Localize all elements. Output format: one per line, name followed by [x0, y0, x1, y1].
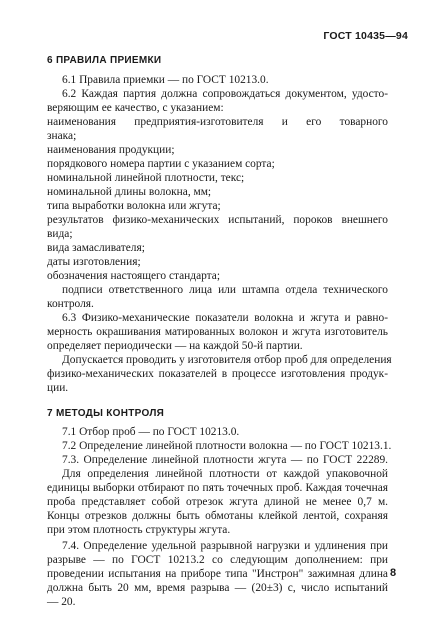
text-line: наименования продукции; [47, 144, 175, 156]
section-6-heading: 6 ПРАВИЛА ПРИЕМКИ [47, 55, 162, 66]
text-line: проведении испытания на приборе типа "Инстрон" зажимная длина [47, 568, 388, 580]
text-line: типа выработки волокна или жгута; [47, 200, 221, 212]
text-line: Концы отрезков должны быть обмотаны клейкой лентой, сохраняя [47, 510, 388, 522]
text-line: физико-механических показателей в процессе изготовления продук- [47, 368, 388, 380]
text-line: порядкового номера партии с указанием сорта; [47, 158, 275, 170]
text-line: даты изготовления; [47, 256, 141, 268]
text-line: ции. [47, 382, 69, 394]
text-line: 7.1 Отбор проб — по ГОСТ 10213.0. [62, 426, 240, 438]
text-line: номинальной линейной плотности, текс; [47, 172, 245, 184]
text-line: мерность окрашивания матированных волокон и жгута изготовитель [47, 326, 388, 338]
text-line: веряющим ее качество, с указанием: [47, 102, 224, 114]
standard-header: ГОСТ 10435—94 [323, 30, 408, 42]
text-line: проба представляет собой отрезок жгута длиной не менее 0,7 м. [47, 496, 388, 508]
text-line: подписи ответственного лица или штампа отдела технического [62, 284, 388, 296]
text-line: знака; [47, 130, 77, 142]
text-line: при этом плотность структуры жгута. [47, 524, 231, 536]
text-line: 6.2 Каждая партия должна сопровождаться документом, удосто- [62, 88, 388, 100]
text-line: определяет периодически — на каждой 50-й партии. [47, 340, 303, 352]
text-line: номинальной длины волокна, мм; [47, 186, 212, 198]
text-line: контроля. [47, 298, 94, 310]
text-line: — 20. [47, 596, 76, 608]
text-line: 6.1 Правила приемки — по ГОСТ 10213.0. [62, 74, 269, 86]
text-line: 7.3. Определение линейной плотности жгута — по ГОСТ 22289. [62, 454, 388, 466]
page-number: 8 [390, 567, 397, 579]
text-line: единицы выборки отбирают по пять точечных проб. Каждая точечная [47, 482, 388, 494]
text-line: 7.4. Определение удельной разрывной нагрузки и удлинения при [62, 540, 388, 552]
text-line: Допускается проводить у изготовителя отбор проб для определения [62, 354, 392, 366]
text-line: наименования предприятия-изготовителя и его товарного [47, 116, 388, 128]
text-line: обозначения настоящего стандарта; [47, 270, 221, 282]
text-line: 7.2 Определение линейной плотности волокна — по ГОСТ 10213.1. [62, 440, 392, 452]
text-line: вида замасливателя; [47, 242, 145, 254]
text-line: результатов физико-механических испытаний, пороков внешнего [47, 214, 388, 226]
text-line: должна быть 20 мм, время разрыва — (20±3) с, число испытаний [47, 582, 388, 594]
section-7-heading: 7 МЕТОДЫ КОНТРОЛЯ [47, 408, 165, 419]
text-line: вида; [47, 228, 73, 240]
text-line: Для определения линейной плотности от каждой упаковочной [62, 468, 388, 480]
text-line: разрыве — по ГОСТ 10213.2 со следующим дополнением: при [47, 554, 388, 566]
text-line: 6.3 Физико-механические показатели волокна и жгута и равно- [62, 312, 388, 324]
